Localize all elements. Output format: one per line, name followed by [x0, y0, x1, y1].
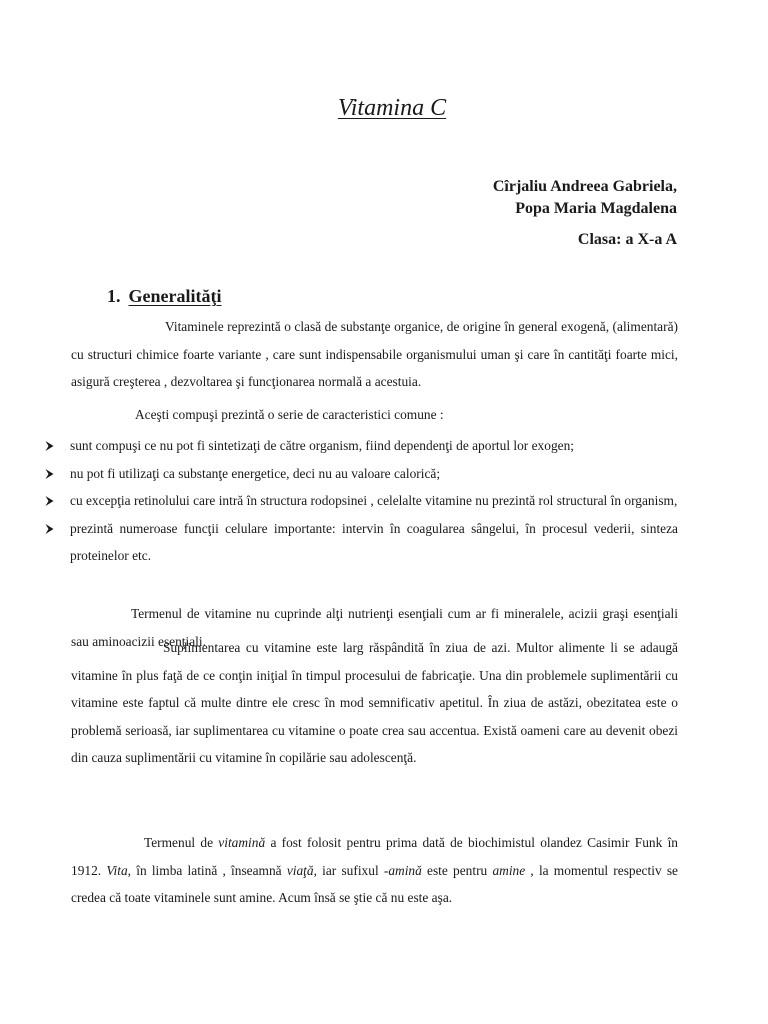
term-vitamina: vitamină [218, 835, 266, 850]
paragraph-1-text: Vitaminele reprezintă o clasă de substanţe organice, de origine în general exogenă, (alimentară) cu structuri chimice foarte variante , care sunt indispensabile organismului uman şi care în cantităţi foarte mici, asigură creşterea , dezvoltarea şi funcţionarea normală a acestuia. [71, 319, 678, 389]
list-item-text: sunt compuşi ce nu pot fi sintetizaţi de către organism, fiind dependenţi de aportul lor exogen; [70, 438, 574, 453]
authors-block [493, 176, 677, 220]
section-number: 1. [107, 286, 121, 306]
paragraph-1 [71, 313, 678, 396]
section-title: Generalităţi [128, 286, 222, 306]
paragraph-3 [71, 634, 678, 772]
paragraph-4-text: Termenul de [144, 835, 219, 850]
paragraph-4-text: a fost folosit pentru prima dată de biochimistul olandez Casimir Funk în 1912. [71, 835, 678, 878]
paragraph-4-text: este pentru [421, 862, 493, 878]
author-2: Popa Maria Magdalena [515, 200, 677, 217]
term-vita: Vita [106, 862, 128, 878]
term-amine: amine [492, 862, 526, 878]
characteristics-intro: Aceşti compuşi prezintă o serie de caracteristici comune : [135, 407, 444, 422]
document-title: Vitamina C [337, 95, 447, 121]
paragraph-2-text: Termenul de vitamine nu cuprinde alţi nutrienţi esenţiali cum ar fi mineralele, acizii graşi esenţiali sau aminoacizii esenţiali. [71, 606, 678, 649]
paragraph-4-text: , la momentul respectiv se credea că toate vitaminele sunt amine. Acum însă se ştie că nu este aşa. [71, 862, 678, 905]
class-label: Clasa: a X-a A [577, 231, 677, 248]
list-item-text: nu pot fi utilizaţi ca substanţe energetice, deci nu au valoare calorică; [70, 465, 441, 481]
paragraph-4-text: , iar sufixul - [313, 862, 389, 878]
list-item [0, 460, 678, 488]
arrow-bullet-icon [44, 440, 56, 452]
list-item [0, 432, 678, 460]
arrow-bullet-icon [44, 468, 56, 480]
list-item [0, 515, 678, 570]
characteristics-list [0, 432, 768, 570]
term-amina: amină [388, 862, 422, 878]
arrow-bullet-icon [44, 523, 56, 535]
term-viata: viaţă [286, 862, 314, 878]
author-1: Cîrjaliu Andreea Gabriela, [492, 178, 677, 195]
list-item [0, 487, 678, 515]
paragraph-4-text: , în limba latină , înseamnă [127, 862, 287, 878]
arrow-bullet-icon [44, 495, 56, 507]
paragraph-3-text: Suplimentarea cu vitamine este larg răspândită în ziua de azi. Multor alimente li se adaugă vitamine în plus faţă de ce conţin iniţial în timpul procesului de fabricaţie. Una din problemele suplimentării cu vitamine este faptul că multe dintre ele cresc în mod semnificativ apetitul. În ziua de astăzi, obezitatea este o problemă serioasă, iar suplimentarea cu vitamine o poate crea sau accentua. Există oameni care au devenit obezi din cauza suplimentării cu vitamine în copilărie sau adolescenţă. [71, 640, 678, 765]
list-item-text: cu excepţia retinolului care intră în structura rodopsinei , celelalte vitamine nu prezintă rol structural în organism, [70, 493, 678, 508]
list-item-text: prezintă numeroase funcţii celulare importante: intervin în coagularea sângelui, în procesul vederii, sinteza proteinelor etc. [70, 520, 678, 563]
section-heading [107, 283, 221, 309]
paragraph-4 [71, 829, 678, 912]
